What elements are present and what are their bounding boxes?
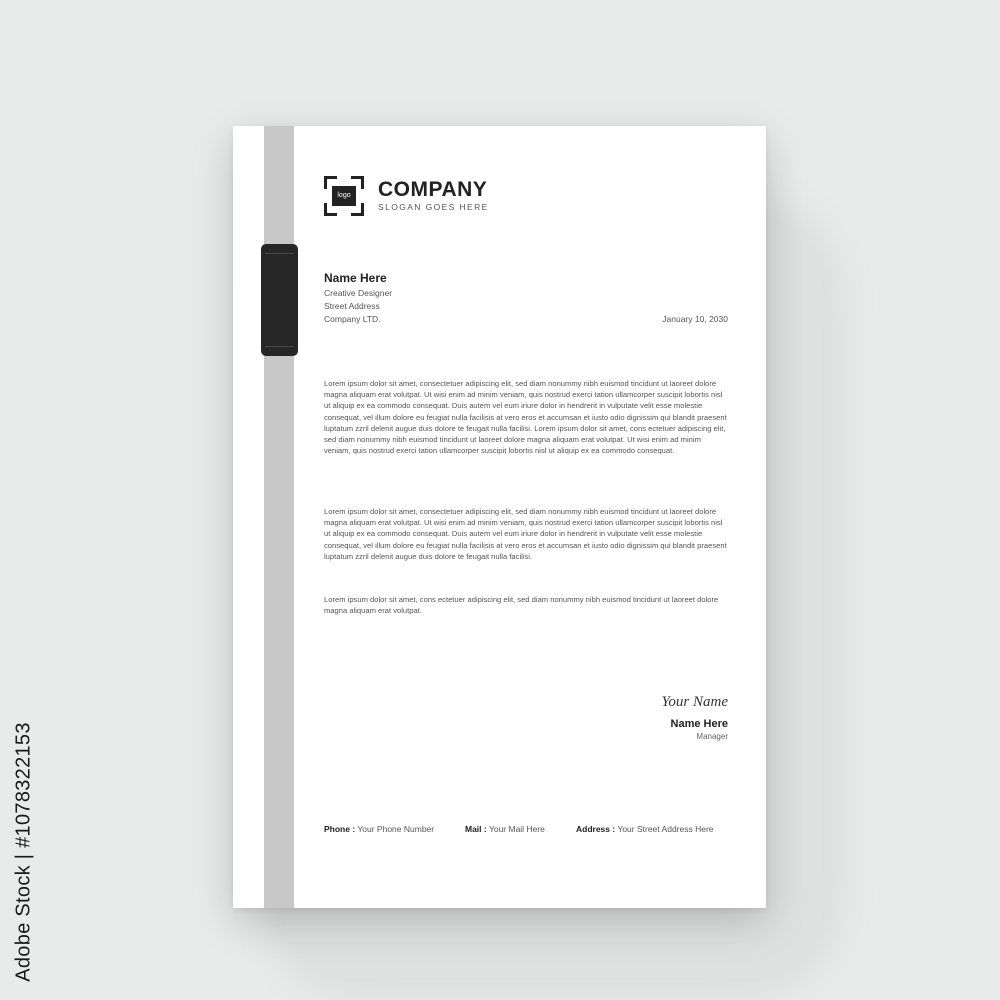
signatory-title: Manager (696, 732, 728, 741)
signature-script: Your Name (661, 694, 728, 710)
body-paragraph-2: Lorem ipsum dolor sit amet, consectetuer adipiscing elit, sed diam nonummy nibh euismod tincidunt ut laoreet dolore magna aliquam erat volutpat. Ut wisi enim ad minim veniam, quis nostrud exerci tation ullamcorper suscipit lobortis nisl ut aliquip ex ea commodo consequat. Duis autem vel eum iriure dolor in hendrerit in vulputate velit esse molestie consequat, vel illum dolore eu feugiat nulla facilisis at vero eros et accumsan et iusto odio dignissim qui blandit praesent luptatum zzril delenit augue duis dolore te feugait nulla facilisi. (324, 507, 727, 561)
stock-id-watermark (8, 722, 40, 982)
address-label: Address : (576, 824, 616, 834)
letter-date: January 10, 2030 (662, 314, 728, 324)
side-tab (261, 244, 298, 356)
phone-value: Your Phone Number (357, 824, 435, 834)
mail-value: Your Mail Here (488, 824, 545, 834)
footer-mail (465, 824, 545, 834)
logo-icon (324, 176, 364, 216)
company-name: COMPANY (378, 178, 488, 201)
footer-phone (324, 824, 434, 834)
address-value: Your Street Address Here (617, 824, 714, 834)
sender-name: Name Here (324, 271, 387, 285)
sender-address: Street Address (324, 301, 380, 311)
body-paragraph-1: Lorem ipsum dolor sit amet, consectetuer adipiscing elit, sed diam nonummy nibh euismod tincidunt ut laoreet dolore magna aliquam erat volutpat. Ut wisi enim ad minim veniam, quis nostrud exerci tation ullamcorper suscipit lobortis nisl ut aliquip ex ea commodo consequat. Duis autem vel eum iriure dolor in hendrerit in vulputate velit esse molestie consequat, vel illum dolore eu feugiat nulla facilisis at vero eros et accumsan et iusto odio dignissim qui blandit praesent luptatum zzril delenit augue duis dolore te feugait nulla facilisi. Lorem ipsum dolor sit amet, cons ectetuer adipiscing elit, sed diam nonummy nibh euismod tincidunt ut laoreet dolore magna aliquam erat volutpat. Ut wisi enim ad minim veniam, quis nostrud exerci tation ullamcorper suscipit lobortis nisl ut aliquip ex ea commodo consequat. (324, 379, 727, 456)
letterhead-page (233, 126, 766, 908)
logo-label: logo (332, 186, 356, 206)
sender-title: Creative Designer (324, 288, 393, 298)
stock-id-text: Adobe Stock | #1078322153 (12, 722, 35, 982)
sender-company: Company LTD. (324, 314, 381, 324)
footer-address (576, 824, 714, 834)
phone-label: Phone : (324, 824, 356, 834)
body-paragraph-3: Lorem ipsum dolor sit amet, cons ectetuer adipiscing elit, sed diam nonummy nibh euismod tincidunt ut laoreet dolore magna aliquam erat volutpat. (324, 595, 719, 616)
company-slogan: SLOGAN GOES HERE (378, 202, 489, 212)
mail-label: Mail : (465, 824, 487, 834)
signatory-name: Name Here (670, 718, 728, 730)
